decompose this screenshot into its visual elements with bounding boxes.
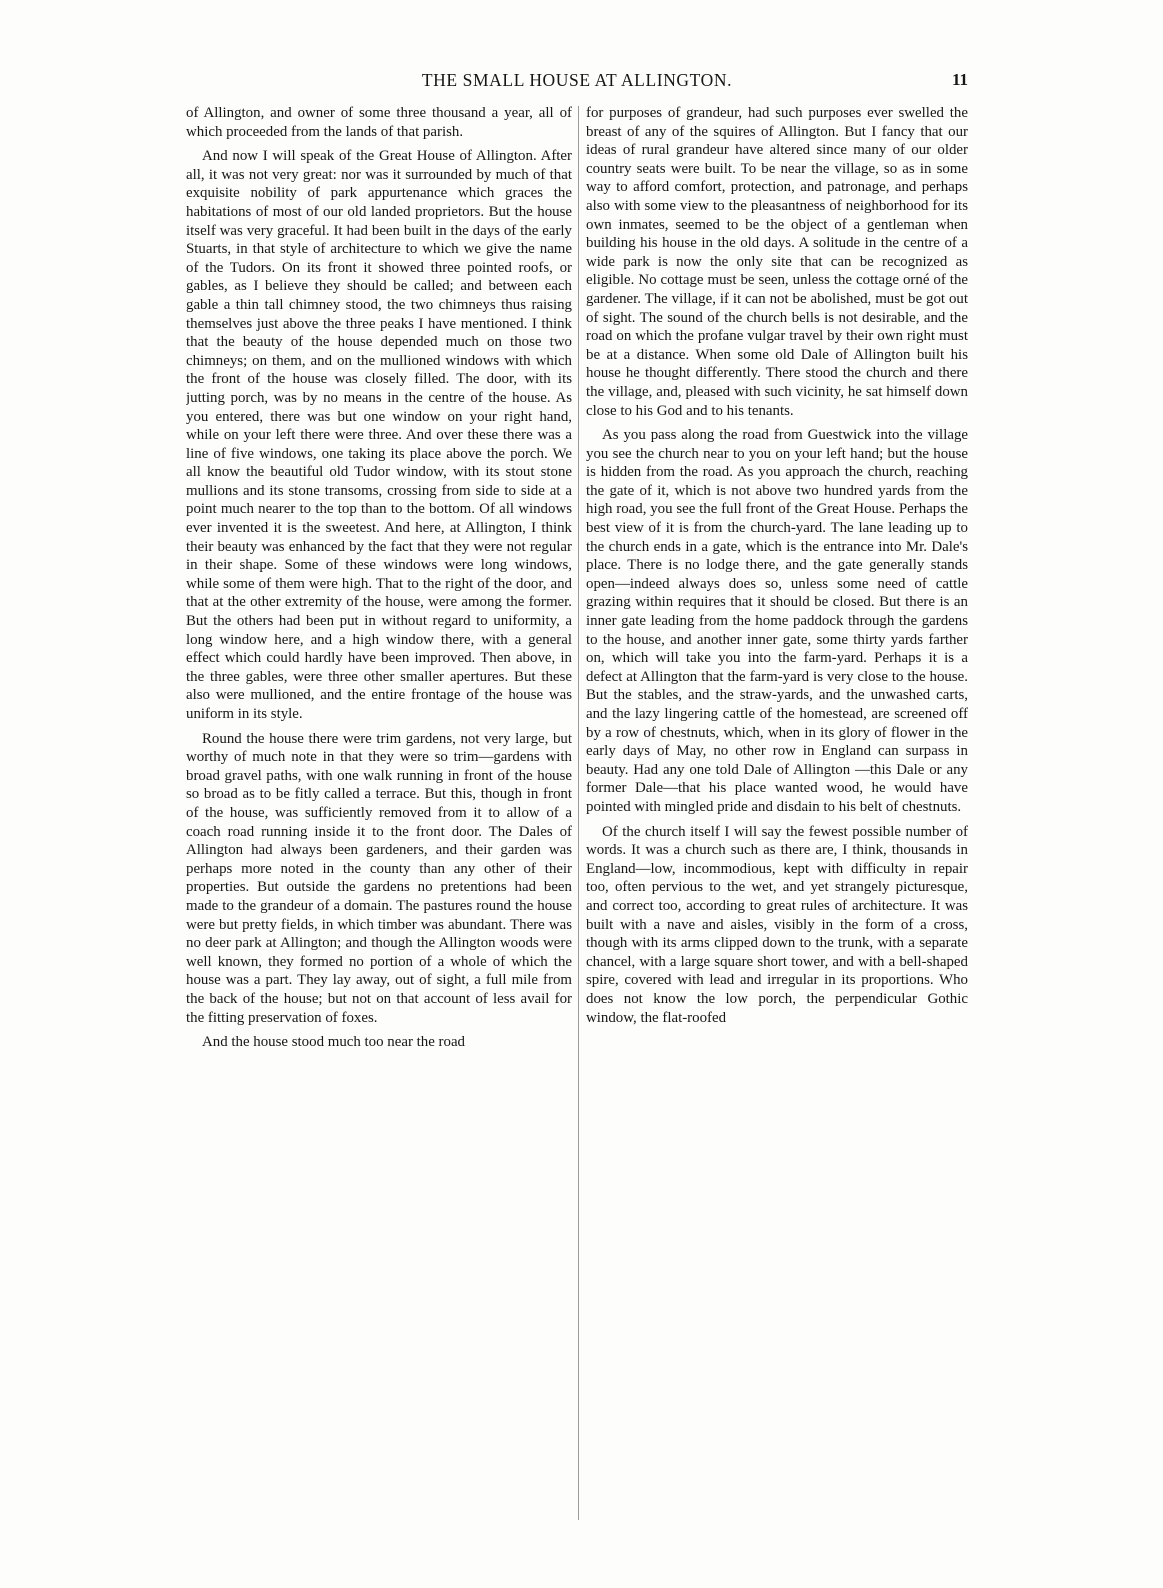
paragraph: And now I will speak of the Great House of Allington. After all, it was not very great: nor was it surrounded by much of that exquisite nobility of park appurtenance which graces the habitations of most of our old landed proprietors. But the house itself was very graceful. It had been built in the days of the early Stuarts, in that style of architecture to which we give the name of the Tudors. On its front it showed three pointed roofs, or gables, as I believe they should be called; and between each gable a thin tall chimney stood, the two chimneys thus raising themselves just above the three peaks I have mentioned. I think that the beauty of the house depended much on those two chimneys; on them, and on the mullioned windows with which the front of the house was closely filled. The door, with its jutting porch, was by no means in the centre of the house. As you entered, there was but one window on your right hand, while on your left there were three. And over these there was a line of five windows, one taking its place above the porch. We all know the beautiful old Tudor window, with its stout stone mullions and its stone transoms, crossing from side to side at a point much nearer to the top than to the bottom. Of all windows ever invented it is the sweetest. And here, at Allington, I think their beauty was enhanced by the fact that they were not regular in their shape. Some of these windows were long windows, while some of them were high. That to the right of the door, and that at the other extremity of the house, were among the former. But the others had been put in without regard to uniformity, a long window here, and a high window there, with a general effect which could hardly have been improved. Then above, in the three gables, were three other smaller apertures. But these also were mullioned, and the entire frontage of the house was uniform in its style. [186, 148, 572, 722]
paragraph: of Allington, and owner of some three thousand a year, all of which proceeded from the lands of that parish. [186, 105, 572, 140]
column-divider [578, 106, 579, 1520]
running-head [186, 70, 968, 96]
paragraph: And the house stood much too near the road [202, 1034, 466, 1051]
page-number: 11 [951, 70, 968, 89]
left-column [186, 104, 572, 1524]
paragraph: As you pass along the road from Guestwick into the village you see the church near to you on your left hand; but the house is hidden from the road. As you approach the church, reaching the gate of it, which is not above two hundred yards from the high road, you see the full front of the Great House. Perhaps the best view of it is from the church-yard. The lane leading up to the church ends in a gate, which is the entrance into Mr. Dale's place. There is no lodge there, and the gate generally stands open—indeed always does so, unless some need of cattle grazing within requires that it should be closed. But there is an inner gate leading from the home paddock through the gardens to the house, and another inner gate, some thirty yards farther on, which will take you into the farm-yard. Perhaps it is a defect at Allington that the farm-yard is very close to the house. But the stables, and the straw-yards, and the unwashed carts, and the lazy lingering cattle of the homestead, are screened off by a row of chestnuts, which, when in its glory of flower in the early days of May, no other row in England can surpass in beauty. Had any one told Dale of Allington —this Dale or any former Dale—that his place wanted wood, he would have pointed with mingled pride and disdain to his belt of chestnuts. [586, 427, 968, 815]
paragraph: Round the house there were trim gardens, not very large, but worthy of much note in that they were so trim—gardens with broad gravel paths, with one walk running in front of the house so broad as to be fitly called a terrace. But this, though in front of the house, was sufficiently removed from it to allow of a coach road running inside it to the front door. The Dales of Allington had always been gardeners, and their garden was perhaps more noted in the county than any other of their properties. But outside the gardens no pretentions had been made to the grandeur of a domain. The pastures round the house were but pretty fields, in which timber was abundant. There was no deer park at Allington; and though the Allington woods were well known, they formed no portion of a whole of which the house was a part. They lay away, out of sight, a full mile from the back of the house; but not on that account of less avail for the fitting preservation of foxes. [186, 730, 572, 1026]
paragraph: for purposes of grandeur, had such purposes ever swelled the breast of any of the squires of Allington. But I fancy that our ideas of rural grandeur have altered since many of our older country seats were built. To be near the village, so as in some way to afford comfort, protection, and patronage, and perhaps also with some view to the pleasantness of neighborhood for its own inmates, seemed to be the object of a gentleman when building his house in the old days. A solitude in the centre of a wide park is now the only site that can be recognized as eligible. No cottage must be seen, unless the cottage orné of the gardener. The village, if it can not be abolished, must be got out of sight. The sound of the church bells is not desirable, and the road on which the profane vulgar travel by their own right must be at a distance. When some old Dale of Allington built his house he thought differently. There stood the church and there the village, and, pleased with such vicinity, he sat himself down close to his God and to his tenants. [586, 105, 968, 419]
paragraph: Of the church itself I will say the fewest possible number of words. It was a church such as there are, I think, thousands in England—low, incommodious, kept with difficulty in repair too, often pervious to the wet, and yet strangely picturesque, and correct too, according to great rules of architecture. It was built with a nave and aisles, visibly in the form of a cross, though with its arms clipped down to the trunk, with a separate chancel, with a large square short tower, and with a bell-shaped spire, covered with lead and irregular in its proportions. Who does not know the low porch, the perpendicular Gothic window, the flat-roofed [586, 823, 968, 1026]
right-column [586, 104, 968, 1524]
running-title: THE SMALL HOUSE AT ALLINGTON. [421, 70, 733, 90]
